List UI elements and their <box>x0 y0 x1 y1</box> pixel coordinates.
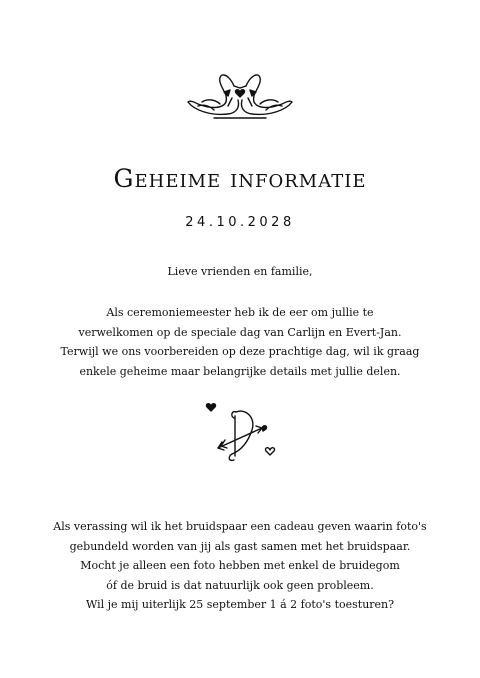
event-date: 24.10.2028 <box>185 215 295 230</box>
intro-line: Als ceremoniemeester heb ik de eer om jullie te <box>106 306 374 319</box>
swans-kissing-icon <box>184 66 296 122</box>
intro-line: verwelkomen op de speciale dag van Carlijn en Evert-Jan. <box>78 325 402 339</box>
page-title: Geheime informatie <box>113 164 367 193</box>
request-line: Mocht je alleen een foto hebben met enkel de bruidegom <box>80 559 400 572</box>
request-line: Als verassing wil ik het bruidspaar een cadeau geven waarin foto's <box>53 520 427 533</box>
intro-line: enkele geheime maar belangrijke details met jullie delen. <box>79 364 401 378</box>
request-line: óf de bruid is dat natuurlijk ook geen probleem. <box>106 578 374 592</box>
intro-paragraph <box>0 303 480 381</box>
request-line: Wil je mij uiterlijk 25 september 1 á 2 foto's toesturen? <box>85 598 395 611</box>
request-paragraph <box>0 517 480 615</box>
intro-line: Terwijl we ons voorbereiden op deze prachtige dag, wil ik graag <box>60 345 420 358</box>
cupid-bow-arrow-icon <box>202 398 278 466</box>
greeting: Lieve vrienden en familie, <box>167 265 313 278</box>
request-line: gebundeld worden van jij als gast samen met het bruidspaar. <box>69 539 411 553</box>
